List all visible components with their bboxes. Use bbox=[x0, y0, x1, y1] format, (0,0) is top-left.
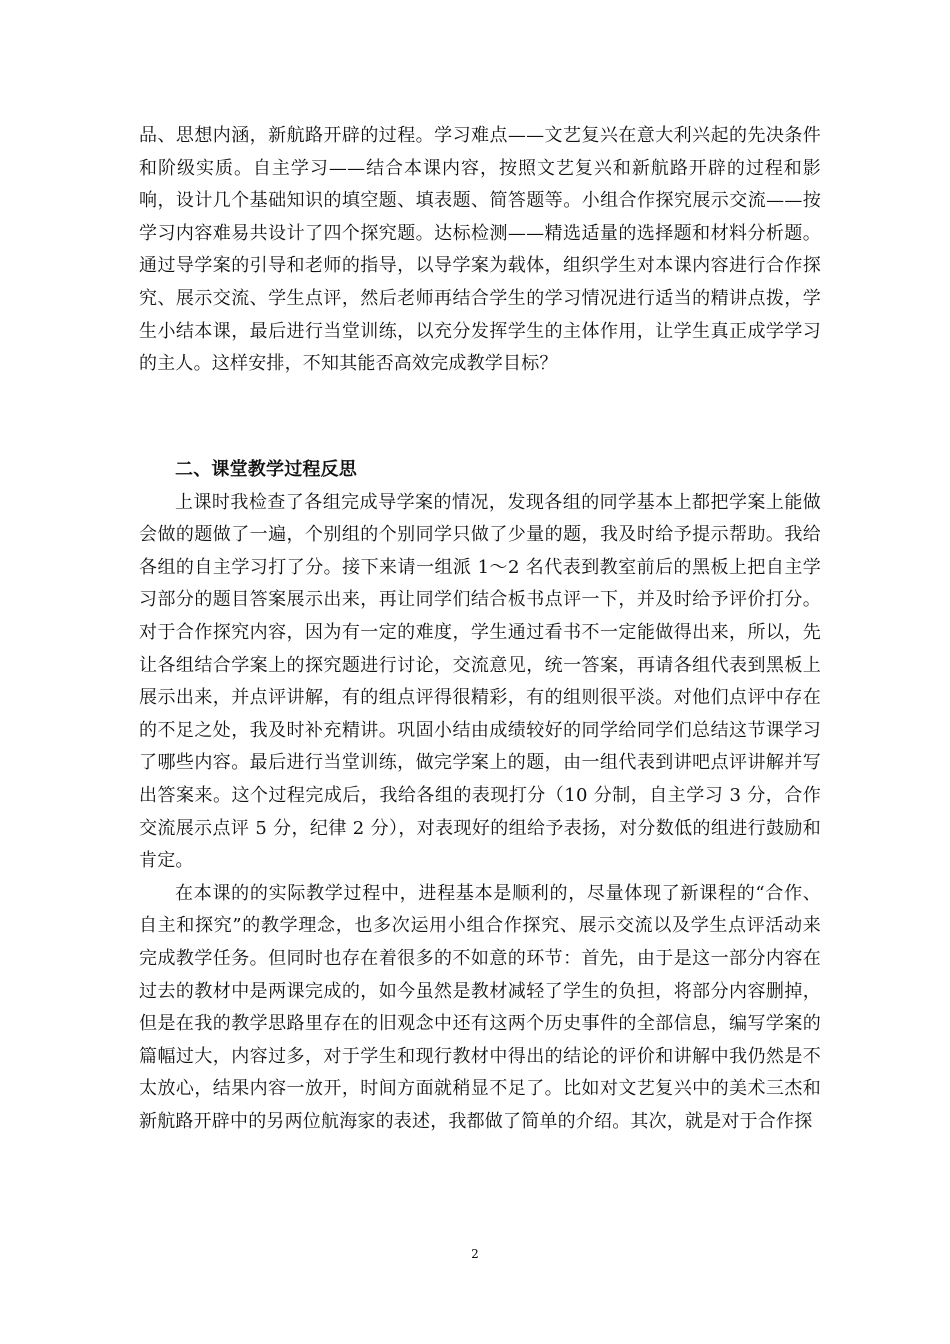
section-heading: 二、课堂教学过程反思 bbox=[175, 459, 357, 480]
paragraph-reflection: 在本课的的实际教学过程中，进程基本是顺利的，尽量体现了新课程的“合作、自主和探究”的教学理念，也多次运用小组合作探究、展示交流以及学生点评活动来完成教学任务。但同时也存在着很多的不如意的环节：首先，由于是这一部分内容在过去的教材中是两课完成的，如今虽然是教材减轻了学生的负担，将部分内容删掉，但是在我的教学思路里存在的旧观念中还有这两个历史事件的全部信息，编写学案的篇幅过大，内容过多，对于学生和现行教材中得出的结论的评价和讲解中我仍然是不太放心，结果内容一放开，时间方面就稍显不足了。比如对文艺复兴中的美术三杰和新航路开辟中的另两位航海家的表述，我都做了简单的介绍。其次，就是对于合作探 bbox=[139, 882, 821, 1132]
paragraph-classroom-process: 上课时我检查了各组完成导学案的情况，发现各组的同学基本上都把学案上能做会做的题做了一遍，个别组的个别同学只做了少量的题，我及时给予提示帮助。我给各组的自主学习打了分。接下来请一组派 1～2 名代表到教室前后的黑板上把自主学习部分的题目答案展示出来，再让同学们结合板书点评一下，并及时给予评价打分。对于合作探究内容，因为有一定的难度，学生通过看书不一定能做得出来，所以，先让各组结合学案上的探究题进行讨论，交流意见，统一答案，再请各组代表到黑板上展示出来，并点评讲解，有的组点评得很精彩，有的组则很平淡。对他们点评中存在的不足之处，我及时补充精讲。巩固小结由成绩较好的同学给同学们总结这节课学习了哪些内容。最后进行当堂训练，做完学案上的题，由一组代表到讲吧点评讲解并写出答案来。这个过程完成后，我给各组的表现打分（10 分制，自主学习 3 分，合作交流展示点评 5 分，纪律 2 分），对表现好的组给予表扬，对分数低的组进行鼓励和肯定。 bbox=[139, 491, 821, 872]
paragraph-continued: 品、思想内涵，新航路开辟的过程。学习难点——文艺复兴在意大利兴起的先决条件和阶级实质。自主学习——结合本课内容，按照文艺复兴和新航路开辟的过程和影响，设计几个基础知识的填空题、填表题、简答题等。小组合作探究展示交流——按学习内容难易共设计了四个探究题。达标检测——精选适量的选择题和材料分析题。通过导学案的引导和老师的指导，以导学案为载体，组织学生对本课内容进行合作探究、展示交流、学生点评，然后老师再结合学生的学习情况进行适当的精讲点拨，学生小结本课，最后进行当堂训练，以充分发挥学生的主体作用，让学生真正成学学习的主人。这样安排，不知其能否高效完成教学目标？ bbox=[139, 125, 821, 375]
body-text-top bbox=[139, 120, 821, 381]
page-number: 2 bbox=[471, 1247, 479, 1261]
body-text-section-2 bbox=[139, 454, 821, 1138]
